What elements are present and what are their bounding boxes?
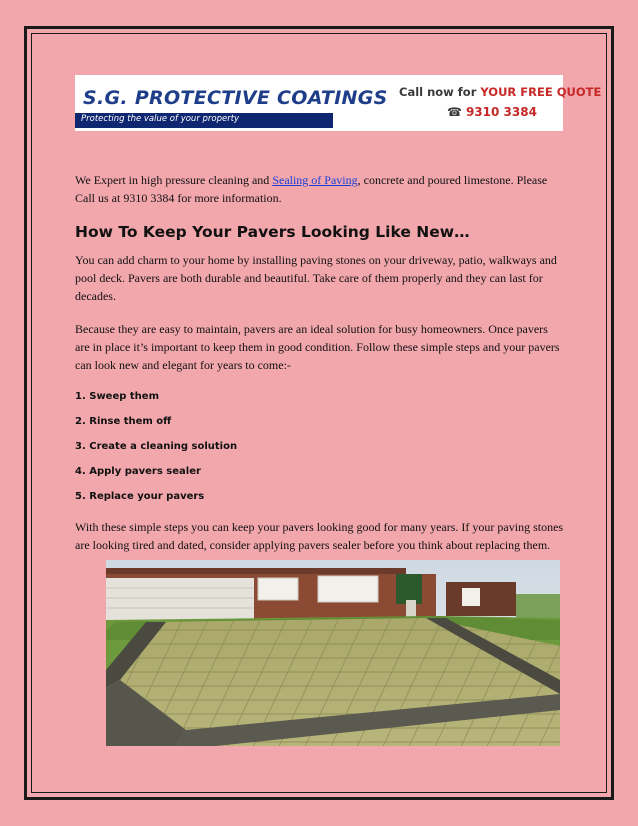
sealing-of-paving-link[interactable]: Sealing of Paving	[272, 173, 358, 187]
intro-paragraph	[75, 171, 565, 207]
step-4: 4. Apply pavers sealer	[75, 466, 201, 477]
company-tagline: Protecting the value of your property	[81, 114, 240, 124]
step-5: 5. Replace your pavers	[75, 491, 205, 502]
article-body	[75, 171, 565, 554]
article-heading: How To Keep Your Pavers Looking Like New…	[75, 223, 470, 241]
phone-row	[447, 105, 537, 119]
company-banner	[75, 75, 602, 131]
paved-driveway-photo	[106, 560, 560, 746]
call-highlight: YOUR FREE QUOTE	[480, 85, 602, 99]
step-3: 3. Create a cleaning solution	[75, 441, 238, 452]
paragraph-2: Because they are easy to maintain, pavers are an ideal solution for busy homeowners. Once pavers are in place it’s important to keep them in good condition. Follow these simple steps and your pavers can look new and elegant for years to come:-	[75, 322, 560, 372]
intro-text-before: We Expert in high pressure cleaning and	[75, 173, 273, 187]
phone-icon: ☎	[447, 105, 462, 119]
company-name: S.G. PROTECTIVE COATINGS	[83, 87, 388, 109]
phone-number: 9310 3384	[465, 105, 537, 119]
call-to-action	[399, 85, 601, 99]
intro-text-after: , concrete and poured limestone. Please Call us at 9310 3384 for more information.	[75, 173, 548, 205]
closing-paragraph: With these simple steps you can keep your pavers looking good for many years. If your paving stones are looking tired and dated, consider applying pavers sealer before you think about replacing them.	[75, 520, 564, 552]
step-1: 1. Sweep them	[75, 391, 159, 402]
step-2: 2. Rinse them off	[75, 416, 172, 427]
call-prefix: Call now for	[399, 85, 481, 99]
paragraph-1: You can add charm to your home by installing paving stones on your driveway, patio, walkways and pool deck. Pavers are both durable and beautiful. Take care of them properly and they can last for decades.	[75, 253, 557, 303]
